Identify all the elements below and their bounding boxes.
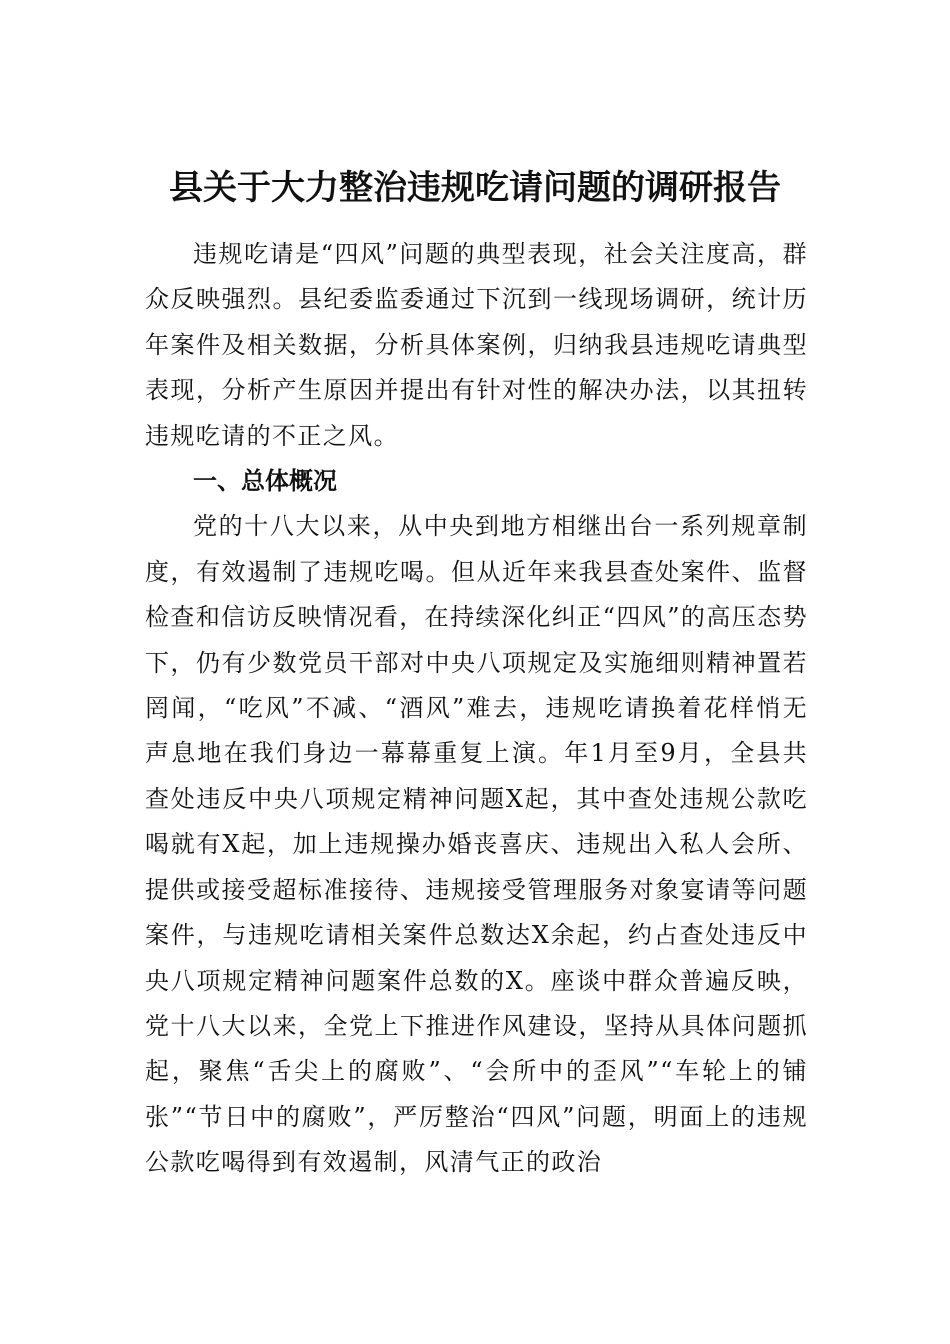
intro-paragraph: 违规吃请是“四风”问题的典型表现，社会关注度高，群众反映强烈。县纪委监委通过下沉到一线现场调研，统计历年案件及相关数据，分析具体案例，归纳我县违规吃请典型表现，分析产生原因并提出有针对性的解决办法，以其扭转违规吃请的不正之风。	[145, 240, 808, 450]
document-body	[145, 232, 808, 1186]
document-title: 县关于大力整治违规吃请问题的调研报告	[169, 168, 781, 208]
section-heading: 一、总体概况	[193, 467, 337, 496]
section-paragraph: 党的十八大以来，从中央到地方相继出台一系列规章制度，有效遏制了违规吃喝。但从近年来我县查处案件、监督检查和信访反映情况看，在持续深化纠正“四风”的高压态势下，仍有少数党员干部对中央八项规定及实施细则精神置若罔闻，“吃风”不减、“酒风”难去，违规吃请换着花样悄无声息地在我们身边一幕幕重复上演。年1月至9月，全县共查处违反中央八项规定精神问题X起，其中查处违规公款吃喝就有X起，加上违规操办婚丧喜庆、违规出入私人会所、提供或接受超标准接待、违规接受管理服务对象宴请等问题案件，与违规吃请相关案件总数达X余起，约占查处违反中央八项规定精神问题案件总数的X。座谈中群众普遍反映，党十八大以来，全党上下推进作风建设，坚持从具体问题抓起，聚焦“舌尖上的腐败”、“会所中的歪风”“车轮上的铺张”“节日中的腐败”，严厉整治“四风”问题，明面上的违规公款吃喝得到有效遏制，风清气正的政治	[145, 512, 808, 1177]
